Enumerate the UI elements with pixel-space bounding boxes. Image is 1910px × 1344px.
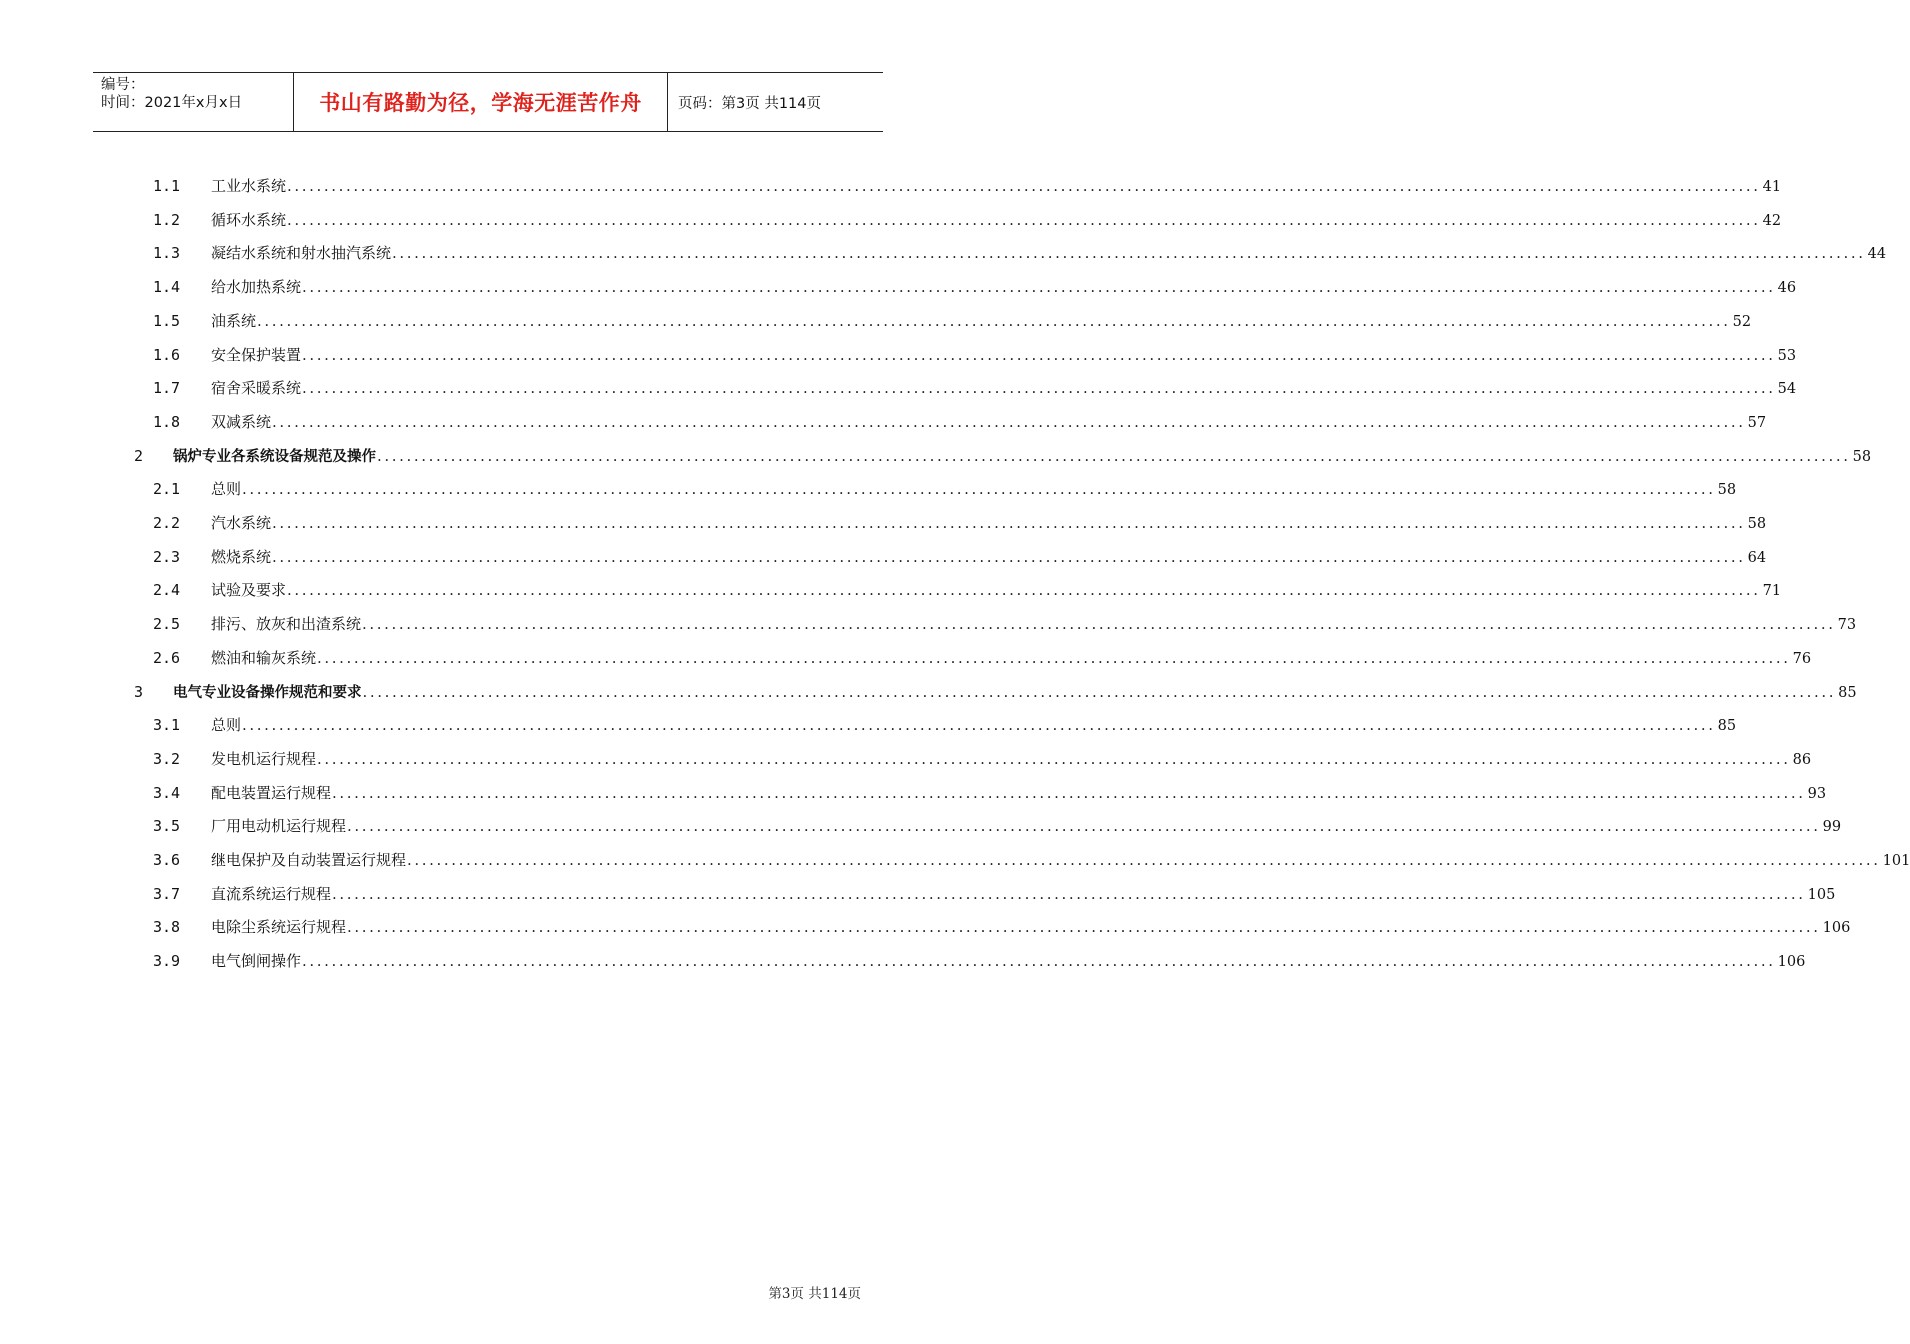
toc-entry-line	[211, 607, 1857, 642]
toc-entry-line	[211, 270, 1797, 305]
toc-entry[interactable]	[0, 169, 1782, 203]
toc-entry-title: 继电保护及自动装置运行规程	[211, 851, 407, 869]
toc-entry-page: 93	[1807, 785, 1827, 802]
toc-entry[interactable]	[0, 506, 1767, 540]
toc-dot-leader: ........................................................................................................................................................................................................	[317, 648, 1791, 667]
header-meta	[93, 73, 294, 131]
toc-dot-leader: ........................................................................................................................................................................................................	[407, 851, 1881, 869]
toc-entry-number: 3.2	[153, 749, 181, 768]
toc-entry-number: 1.8	[153, 412, 181, 431]
toc-entry-number: 2.5	[153, 615, 181, 634]
toc-entry-title: 电除尘系统运行规程	[211, 918, 347, 937]
toc-entry-number: 1.5	[153, 311, 181, 330]
toc-entry-line	[211, 472, 1737, 507]
toc-entry-title: 宿舍采暖系统	[211, 379, 302, 398]
toc-entry-title: 总则	[211, 716, 242, 735]
toc-entry-number: 2.3	[153, 547, 181, 566]
toc-dot-leader: ........................................................................................................................................................................................................	[317, 749, 1791, 768]
toc-dot-leader: ........................................................................................................................................................................................................	[242, 716, 1716, 735]
toc-entry-title: 排污、放灰和出渣系统	[211, 615, 362, 634]
document-number-label: 编号：	[101, 77, 145, 93]
toc-dot-leader: ........................................................................................................................................................................................................	[392, 244, 1866, 263]
footer-page-info: 第3页 共114页	[768, 1286, 861, 1302]
toc-entry-number: 3.9	[153, 952, 181, 971]
toc-dot-leader: ........................................................................................................................................................................................................	[347, 817, 1821, 836]
toc-entry-line	[211, 877, 1836, 912]
toc-entry-line	[211, 910, 1851, 945]
toc-dot-leader: ........................................................................................................................................................................................................	[272, 412, 1746, 431]
toc-dot-leader: ........................................................................................................................................................................................................	[272, 514, 1746, 532]
toc-entry-page: 106	[1822, 920, 1851, 937]
toc-dot-leader: ........................................................................................................................................................................................................	[257, 311, 1731, 330]
toc-entry-line	[211, 405, 1767, 440]
toc-dot-leader: ........................................................................................................................................................................................................	[287, 177, 1761, 195]
toc-dot-leader: ........................................................................................................................................................................................................	[272, 547, 1746, 566]
toc-entry-page: 71	[1762, 583, 1782, 600]
toc-entry-line	[211, 169, 1782, 204]
toc-entry-title: 循环水系统	[211, 210, 287, 229]
toc-entry[interactable]	[0, 641, 1812, 675]
toc-entry[interactable]	[0, 304, 1752, 338]
toc-entry[interactable]	[0, 203, 1782, 237]
toc-entry[interactable]	[0, 405, 1767, 439]
toc-entry-title: 凝结水系统和射水抽汽系统	[211, 244, 392, 263]
toc-entry-line	[173, 675, 1857, 710]
toc-entry-line	[211, 944, 1806, 979]
toc-entry-line	[211, 304, 1752, 339]
toc-dot-leader: ........................................................................................................................................................................................................	[362, 682, 1837, 701]
toc-entry-line	[211, 742, 1812, 777]
toc-entry-page: 86	[1792, 751, 1812, 768]
toc-entry-page: 46	[1777, 280, 1797, 297]
toc-entry-number: 1.2	[153, 210, 181, 229]
toc-entry-number: 2.1	[153, 480, 181, 499]
toc-entry-title: 配电装置运行规程	[211, 783, 332, 802]
toc-entry-page: 58	[1852, 448, 1872, 465]
toc-entry-title: 电气专业设备操作规范和要求	[173, 684, 362, 701]
toc-entry-page: 105	[1807, 886, 1836, 903]
toc-entry[interactable]	[0, 877, 1836, 911]
toc-entry-title: 总则	[211, 480, 242, 499]
toc-entry-title: 燃油和输灰系统	[211, 648, 317, 667]
toc-entry[interactable]	[0, 270, 1797, 304]
toc-entry-title: 试验及要求	[211, 581, 287, 600]
toc-entry-page: 106	[1777, 954, 1806, 971]
toc-entry-line	[211, 573, 1782, 608]
toc-dot-leader: ........................................................................................................................................................................................................	[332, 783, 1806, 802]
toc-entry-line	[211, 236, 1887, 271]
toc-dot-leader: ........................................................................................................................................................................................................	[347, 918, 1821, 937]
toc-dot-leader: ........................................................................................................................................................................................................	[332, 884, 1806, 903]
toc-dot-leader: ........................................................................................................................................................................................................	[287, 581, 1761, 600]
toc-entry[interactable]	[0, 708, 1737, 742]
toc-entry-number: 3.5	[153, 817, 181, 836]
toc-entry-line	[211, 843, 1910, 878]
toc-entry[interactable]	[0, 236, 1887, 270]
toc-entry-page: 58	[1747, 516, 1767, 532]
toc-entry[interactable]	[0, 809, 1842, 843]
toc-entry-title: 双减系统	[211, 412, 272, 431]
toc-dot-leader: ........................................................................................................................................................................................................	[302, 952, 1776, 971]
toc-entry-number: 3.6	[153, 851, 181, 869]
page-header	[93, 72, 883, 132]
toc-dot-leader: ........................................................................................................................................................................................................	[302, 278, 1776, 297]
toc-entry-number: 3.4	[153, 783, 181, 802]
toc-entry-title: 电气倒闸操作	[211, 952, 302, 971]
toc-entry-number: 3	[134, 682, 144, 701]
toc-entry[interactable]	[0, 439, 1872, 473]
toc-entry-line	[211, 641, 1812, 676]
header-motto: 书山有路勤为径，学海无涯苦作舟	[294, 73, 668, 131]
toc-entry-page: 76	[1792, 650, 1812, 667]
toc-entry-title: 直流系统运行规程	[211, 884, 332, 903]
toc-entry[interactable]	[0, 472, 1737, 506]
toc-entry-page: 52	[1732, 313, 1752, 330]
toc-entry[interactable]	[0, 540, 1767, 574]
toc-entry-number: 1.1	[153, 177, 181, 195]
toc-entry-page: 64	[1747, 549, 1767, 566]
toc-entry-line	[173, 439, 1872, 474]
toc-entry-line	[211, 506, 1767, 541]
toc-entry-line	[211, 776, 1827, 811]
toc-entry-title: 给水加热系统	[211, 278, 302, 297]
toc-dot-leader: ........................................................................................................................................................................................................	[242, 480, 1716, 499]
toc-entry-number: 3.1	[153, 716, 181, 735]
toc-entry-line	[211, 540, 1767, 575]
toc-entry-line	[211, 809, 1842, 844]
toc-entry-number: 1.3	[153, 244, 181, 263]
toc-entry-number: 2	[134, 446, 144, 465]
toc-dot-leader: ........................................................................................................................................................................................................	[362, 615, 1836, 634]
toc-entry-title: 汽水系统	[211, 514, 272, 532]
toc-entry[interactable]	[0, 843, 1910, 877]
toc-entry-page: 41	[1762, 179, 1782, 195]
toc-entry-title: 油系统	[211, 311, 257, 330]
toc-entry-number: 3.7	[153, 884, 181, 903]
toc-entry[interactable]	[0, 371, 1797, 405]
toc-entry-page: 42	[1762, 212, 1782, 229]
toc-dot-leader: ........................................................................................................................................................................................................	[302, 345, 1776, 364]
toc-entry-number: 2.2	[153, 514, 181, 532]
toc-entry-title: 发电机运行规程	[211, 749, 317, 768]
toc-entry-line	[211, 338, 1797, 373]
toc-entry-number: 1.4	[153, 278, 181, 297]
toc-entry-page: 73	[1837, 617, 1857, 634]
toc-entry-title: 工业水系统	[211, 177, 287, 195]
toc-entry-line	[211, 371, 1797, 406]
header-page-info: 页码：第3页 共114页	[678, 95, 822, 112]
toc-dot-leader: ........................................................................................................................................................................................................	[377, 446, 1851, 465]
toc-entry-number: 2.6	[153, 648, 181, 667]
toc-entry[interactable]	[0, 742, 1812, 776]
toc-entry-page: 58	[1717, 482, 1737, 499]
toc-entry-page: 57	[1747, 414, 1767, 431]
toc-entry-page: 44	[1867, 246, 1887, 263]
toc-entry-title: 安全保护装置	[211, 345, 302, 364]
toc-entry[interactable]	[0, 675, 1857, 709]
toc-entry[interactable]	[0, 910, 1851, 944]
toc-entry[interactable]	[0, 944, 1806, 978]
toc-entry-line	[211, 203, 1782, 238]
toc-entry-number: 2.4	[153, 581, 181, 600]
document-time-label: 时间：2021年x月x日	[101, 95, 243, 111]
toc-entry-number: 1.7	[153, 379, 181, 398]
toc-entry-title: 燃烧系统	[211, 547, 272, 566]
toc-entry[interactable]	[0, 573, 1782, 607]
toc-entry-number: 3.8	[153, 918, 181, 937]
toc-entry-page: 99	[1822, 819, 1842, 836]
toc-entry-line	[211, 708, 1737, 743]
toc-entry-number: 1.6	[153, 345, 181, 364]
toc-entry-title: 锅炉专业各系统设备规范及操作	[173, 448, 376, 465]
toc-entry-page: 85	[1838, 684, 1857, 701]
toc-dot-leader: ........................................................................................................................................................................................................	[287, 210, 1761, 229]
toc-entry-title: 厂用电动机运行规程	[211, 817, 347, 836]
toc-entry-page: 101	[1882, 853, 1910, 869]
toc-entry[interactable]	[0, 607, 1857, 641]
toc-dot-leader: ........................................................................................................................................................................................................	[302, 379, 1776, 398]
toc-entry[interactable]	[0, 776, 1827, 810]
toc-entry[interactable]	[0, 338, 1797, 372]
toc-entry-page: 85	[1717, 718, 1737, 735]
toc-entry-page: 54	[1777, 381, 1797, 398]
toc-entry-page: 53	[1777, 347, 1797, 364]
